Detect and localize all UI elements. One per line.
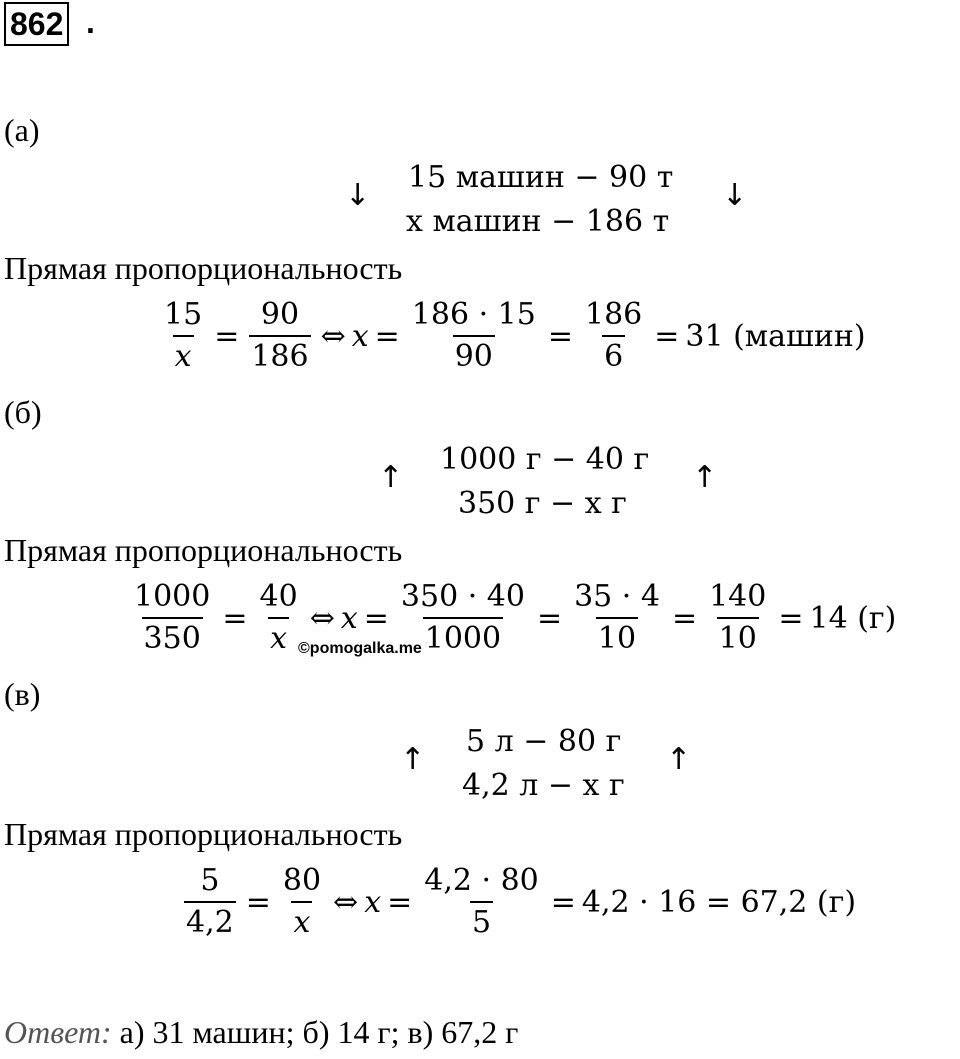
part-a-line2: x машин − 186 т <box>406 204 670 239</box>
part-a-result: 31 (машин) <box>685 318 866 354</box>
fraction: $\frac{15}{x}$ <box>164 297 203 374</box>
part-b-result: 14 (г) <box>809 600 897 636</box>
part-a-line1: 15 машин − 90 т <box>408 160 674 195</box>
part-c-line2: 4,2 л − x г <box>462 768 625 803</box>
fraction: $\frac{90}{186}$ <box>251 297 309 374</box>
part-b-line1: 1000 г − 40 г <box>440 442 650 477</box>
part-b-line2: 350 г − x г <box>458 486 627 521</box>
part-b-label: (б) <box>4 394 42 430</box>
fraction: $\frac{140}{10}$ <box>709 579 767 656</box>
up-arrow-icon: ↑ <box>666 742 692 777</box>
part-b-relation: Прямая пропорциональность <box>4 532 403 568</box>
part-a-equation: $\frac{15}{x}$ = $\frac{90}{186}$ ⇔ x = $\frac{186 \cdot 15}{90}$ = $\frac{186}{6}$ = 31 (машин) <box>164 297 866 374</box>
up-arrow-icon: ↑ <box>692 460 718 495</box>
part-c-relation: Прямая пропорциональность <box>4 816 403 852</box>
fraction: $\frac{1000}{350}$ <box>134 579 211 656</box>
fraction: $\frac{40}{x}$ <box>259 579 298 656</box>
part-c-label: (в) <box>4 676 41 712</box>
watermark: ©pomogalka.me <box>298 640 422 657</box>
up-arrow-icon: ↑ <box>400 742 426 777</box>
part-c-line1: 5 л − 80 г <box>466 724 622 759</box>
answer-text: а) 31 машин; б) 14 г; в) 67,2 г <box>119 1014 519 1050</box>
problem-number-dot: . <box>86 4 95 40</box>
fraction: $\frac{186 \cdot 15}{90}$ <box>411 297 536 374</box>
part-a-label: (а) <box>4 112 40 148</box>
down-arrow-icon: ↓ <box>345 178 371 213</box>
fraction: $\frac{5}{4,2}$ <box>186 863 234 940</box>
part-a-relation: Прямая пропорциональность <box>4 250 403 286</box>
fraction: $\frac{4,2 \cdot 80}{5}$ <box>424 863 539 940</box>
answer-line <box>4 1014 518 1051</box>
up-arrow-icon: ↑ <box>378 460 404 495</box>
fraction: $\frac{350 \cdot 40}{1000}$ <box>400 579 525 656</box>
problem-number: 862 <box>4 2 69 46</box>
fraction: $\frac{80}{x}$ <box>282 863 322 940</box>
answer-label: Ответ: <box>4 1014 112 1050</box>
part-c-equation: $\frac{5}{4,2}$ = $\frac{80}{x}$ ⇔ x = $\frac{4,2 \cdot 80}{5}$ = 4,2 · 16 = 67,2 (г) <box>186 863 857 940</box>
fraction: $\frac{186}{6}$ <box>584 297 643 374</box>
part-b-equation: $\frac{1000}{350}$ = $\frac{40}{x}$ ⇔ x = $\frac{350 \cdot 40}{1000}$ = $\frac{35 \cdot 4}{10}$ = $\frac{140}{10}$ = 14 (г) <box>134 579 897 656</box>
fraction: $\frac{35 \cdot 4}{10}$ <box>574 579 660 656</box>
down-arrow-icon: ↓ <box>722 178 748 213</box>
part-c-result: 4,2 · 16 = 67,2 (г) <box>581 884 857 920</box>
